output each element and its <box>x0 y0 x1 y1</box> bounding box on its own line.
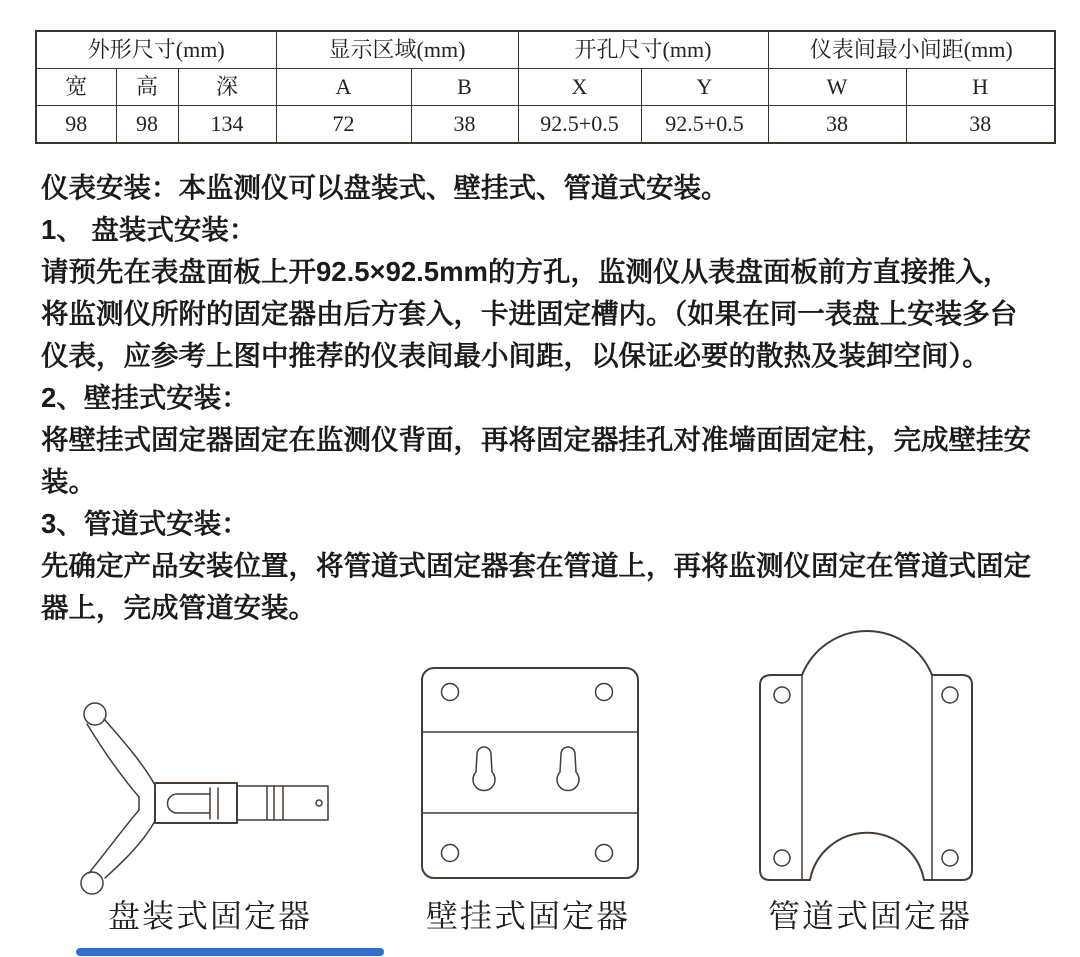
pipe-fixture-figure <box>745 613 995 883</box>
table-value-row <box>36 106 1055 144</box>
section-2-text-line-1: 将壁挂式固定器固定在监测仪背面，再将固定器挂孔对准墙面固定柱，完成壁挂安 <box>41 424 1031 455</box>
value-y: 92.5+0.5 <box>641 106 768 144</box>
section-3-text-line-1: 先确定产品安装位置，将管道式固定器套在管道上，再将监测仪固定在管道式固定 <box>41 550 1031 581</box>
value-h: 38 <box>906 106 1055 144</box>
wall-fixture-figure <box>408 650 648 890</box>
col-header-b: B <box>411 69 518 106</box>
group-header-min-spacing: 仪表间最小间距(mm) <box>768 31 1055 69</box>
col-header-depth: 深 <box>178 69 276 106</box>
group-header-outline-size: 外形尺寸(mm) <box>36 31 276 69</box>
wall-fixture-drawing <box>408 650 648 890</box>
section-3-text-line-2: 器上，完成管道安装。 <box>41 592 316 623</box>
panel-fixture-drawing <box>55 690 365 905</box>
section-2-text-line-2: 装。 <box>41 466 96 497</box>
table-group-header-row <box>36 31 1055 69</box>
group-header-display-area: 显示区域(mm) <box>276 31 518 69</box>
section-1-text-line-1: 请预先在表盘面板上开92.5×92.5mm的方孔，监测仪从表盘面板前方直接推入， <box>41 256 1011 287</box>
panel-fixture-caption: 盘装式固定器 <box>107 898 312 934</box>
group-header-cutout-size: 开孔尺寸(mm) <box>518 31 768 69</box>
pipe-fixture-caption: 管道式固定器 <box>767 898 972 934</box>
section-3-title: 3、管道式安装： <box>41 508 249 539</box>
section-1-text-line-3: 仪表，应参考上图中推荐的仪表间最小间距，以保证必要的散热及装卸空间）。 <box>41 340 990 371</box>
panel-fixture-figure <box>55 690 365 905</box>
wall-fixture-caption: 壁挂式固定器 <box>425 898 630 934</box>
col-header-height: 高 <box>116 69 178 106</box>
dimension-table <box>35 30 1056 144</box>
col-header-w: W <box>768 69 906 106</box>
value-w: 38 <box>768 106 906 144</box>
col-header-h: H <box>906 69 1055 106</box>
instruction-heading: 仪表安装：本监测仪可以盘装式、壁挂式、管道式安装。 <box>41 172 729 203</box>
col-header-a: A <box>276 69 411 106</box>
installation-instructions <box>41 167 1046 629</box>
value-height: 98 <box>116 106 178 144</box>
col-header-y: Y <box>641 69 768 106</box>
value-b: 38 <box>411 106 518 144</box>
col-header-x: X <box>518 69 641 106</box>
value-a: 72 <box>276 106 411 144</box>
table-subheader-row <box>36 69 1055 106</box>
section-1-text-line-2: 将监测仪所附的固定器由后方套入，卡进固定槽内。（如果在同一表盘上安装多台 <box>41 298 1018 329</box>
pipe-fixture-drawing <box>745 613 995 883</box>
section-2-title: 2、壁挂式安装： <box>41 382 249 413</box>
value-depth: 134 <box>178 106 276 144</box>
col-header-width: 宽 <box>36 69 116 106</box>
section-1-title: 1、 盘装式安装： <box>41 214 257 245</box>
value-width: 98 <box>36 106 116 144</box>
bottom-accent-bar <box>76 948 384 956</box>
value-x: 92.5+0.5 <box>518 106 641 144</box>
